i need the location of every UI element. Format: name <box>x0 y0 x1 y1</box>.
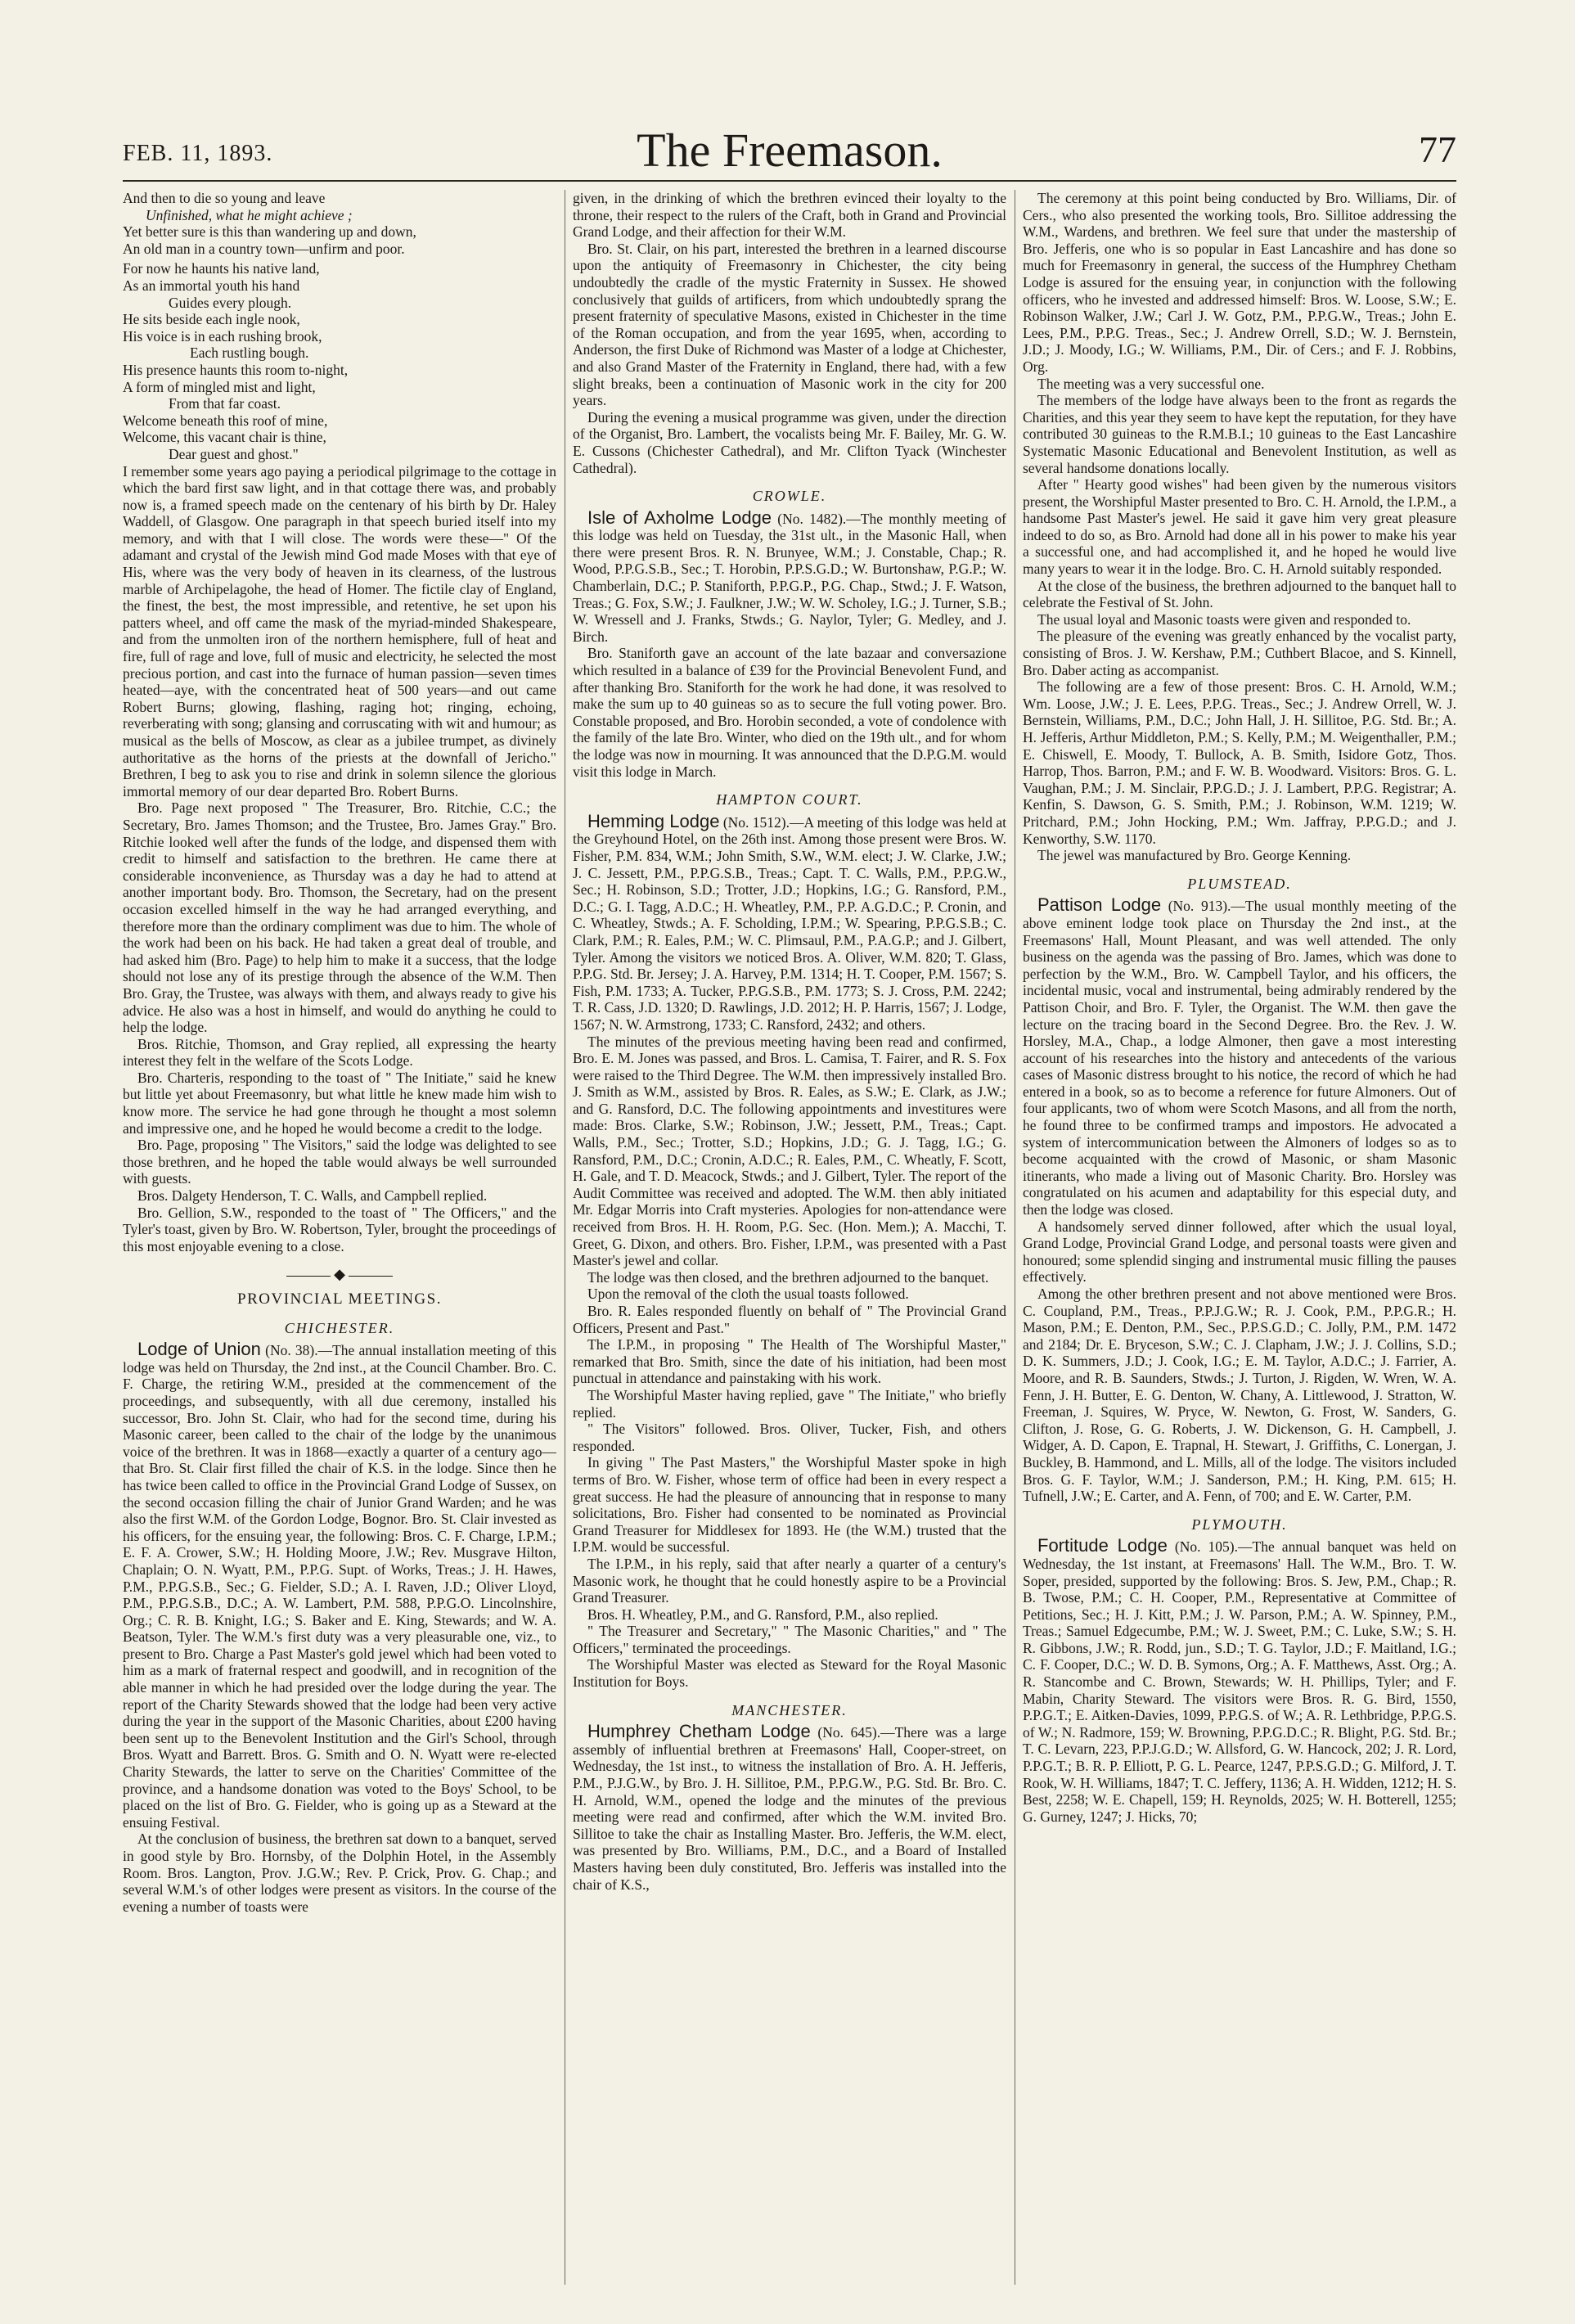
paragraph: The pleasure of the evening was greatly enhanced by the vocalist party, consisting of Bros. J. W. Kershaw, P.M.; Cuthbert Blacoe, and S. Kinnell, Bro. Daber acting as accompanist. <box>1023 628 1456 678</box>
paragraph: The members of the lodge have always been to the front as regards the Charities, and this year they seem to have kept the reputation, for they have contributed 30 guineas to the R.M.B.I.; 10 guineas to the East Lancashire Systematic Masonic Educational and Benevolent Institution, as well as several handsome donations locally. <box>1023 392 1456 476</box>
district-heading: CROWLE. <box>752 488 827 505</box>
paragraph: The usual loyal and Masonic toasts were given and responded to. <box>1037 610 1411 628</box>
paragraph: Bro. St. Clair, on his part, interested the brethren in a learned discourse upon the antiquity of Freemasonry in Chichester, the city being undoubtedly the cradle of the mystic Fraternity in Sussex. He showed conclusively that guilds of artificers, from which undoubtedly sprang the present fraternity of speculative Masons, existed in Chichester in the time of the Roman occupation, and from the year 1695, when, according to Anderson, the first Duke of Richmond was Master of a lodge at Chichester, and also Grand Master of the Fraternity in England, there had, with a few slight breaks, been a continuation of Masonic work in the city for 200 years. <box>573 240 1006 409</box>
verse-line: A form of mingled mist and light, <box>123 378 316 395</box>
page-number: 77 <box>1419 128 1456 170</box>
issue-date: FEB. 11, 1893. <box>123 141 273 166</box>
paragraph: After " Hearty good wishes" had been given by the numerous visitors present, the Worshipful Master presented to Bro. C. H. Arnold, the I.P.M., a handsome Past Master's jewel. He said it gave him very great pleasure indeed to do so, as Bro. Arnold had done all in his power to make his year a successful one, and had accomplished it, and he hoped he would live many years to wear it in the lodge. Bro. C. H. Arnold suitably responded. <box>1023 476 1456 578</box>
lodge-report <box>1023 1535 1456 1825</box>
paragraph: Upon the removal of the cloth the usual toasts followed. <box>587 1286 909 1303</box>
paragraph: The I.P.M., in his reply, said that after nearly a quarter of a century's Masonic work, he thought that he could honestly aspire to be a Provincial Grand Treasurer. <box>573 1555 1006 1606</box>
paragraph: Bro. Page next proposed " The Treasurer, Bro. Ritchie, C.C.; the Secretary, Bro. James Thomson; and the Trustee, Bro. James Gray." Bro. Ritchie looked well after the funds of the lodge, and dispensed them with credit to himself and satisfaction to the brethren. He came there at considerable inconvenience, as Thursday was a day he had to attend at another important body. Bro. Thomson, the Secretary, had on the present occasion excelled himself in the way he had arranged everything, and therefore more than the ordinary compliment was due to him. The whole of the work had been on his back. He had taken a great deal of trouble, and had asked him (Bro. Page) to help him to make it a success, that the lodge should not lose any of its prestige through the absence of the W.M. Then Bro. Gray, the Trustee, was always with them, and always ready to give his advice. He also was a host in himself, and would do anything he could to help the lodge. <box>123 799 556 1036</box>
paragraph: During the evening a musical programme was given, under the direction of the Organist, Bro. Lambert, the vocalists being Mr. F. Bailey, Mr. G. W. E. Cussons (Chichester Cathedral), and Mr. Clifton Tyack (Winchester Cathedral). <box>573 408 1006 476</box>
lodge-report <box>123 1341 556 1831</box>
verse-line: Each rustling bough. <box>190 345 309 362</box>
paragraph: I remember some years ago paying a periodical pilgrimage to the cottage in which the bard first saw light, and in that cottage there was, and probably now is, a framed speech made on the centenary of his birth by Dr. Haley Waddell, of Glasgow. One paragraph in that speech buried itself into my memory, and with that I will close. The words were these—" Of the adamant and crystal of the Jewish mind God made Moses with that eye of His, where was the very body of heaven in its clearness, of the lustrous marble of Archipelagohe, the head of Homer. The fictile clay of England, the finest, the best, the most impressible, and retentive, he set upon his patters wheel, and off came the mask of the myriad-minded Shakespeare, and from the unmolten iron of the northern hemisphere, full of heat and fire, full of rage and love, full of music and electricity, he selected the most precious portion, and cast into the furnace of human passion—seven times heated—aye, with the concentrated heat of 500 years—and out came Robert Burns; glowing, flashing, raging hot; ringing, echoing, reverberating with song; glansing and corruscating with wit and humour; as musical as the bells of Moscow, as clear as a jubilee trumpet, as divinely authoritative as the horns of the priests at the downfall of Jericho." Brethren, I beg to ask you to rise and drink in solemn silence the glorious immortal memory of our dear departed Bro. Robert Burns. <box>123 462 556 799</box>
paragraph: The lodge was then closed, and the brethren adjourned to the banquet. <box>587 1268 989 1286</box>
masthead-rule <box>123 180 1456 182</box>
lodge-name: Pattison Lodge <box>1037 894 1162 916</box>
lodge-report <box>573 810 1006 1034</box>
verse-line: Welcome, this vacant chair is thine, <box>123 429 326 446</box>
newspaper-title: The Freemason. <box>637 124 943 177</box>
lodge-name: Hemming Lodge <box>587 810 720 831</box>
lodge-report-text: (No. 1512).—A meeting of this lodge was held at the Greyhound Hotel, on the 26th inst. Among those present were Bros. W. Fisher, P.M. 834, W.M.; John Smith, S.W., W.M. elect; J. W. Clarke, J.W.; J. C. Jessett, P.M., P.P.G.S.B., Treas.; Capt. T. C. Walls, P.M., P.P.G.W., Sec.; H. Robinson, S.D.; Trotter, J.D.; Hopkins, I.G.; G. Ransford, P.M., D.C.; G. I. Tagg, A.D.C.; H. Wheatley, P.M., P.P. A.G.D.C.; P. Cronin, and C. Wheatley, Stwds.; A. F. Scholding, I.P.M.; W. Spearing, P.P.G.S.B.; C. Clark, P.M.; R. Eales, P.M.; W. C. Plimsaul, P.M., P.A.G.P.; and J. Gilbert, Tyler. Among the visitors we noticed Bros. A. Oliver, W.M. 820; T. Glass, P.P.G. Std. Br. Jersey; J. A. Harvey, P.M. 1314; H. T. Cooper, P.M. 1567; S. Fish, P.M. 1733; A. Tucker, P.P.G.S.B., P.M. 1773; S. J. Cross, P.M. 2242; T. R. Cass, J.D. 1320; D. Rawlings, J.D. 2012; H. P. Harris, 1567; J. Lodge, 1567; N. W. Armstrong, 1733; C. Ransford, 2432; and others. <box>573 813 1006 1033</box>
paragraph: At the close of the business, the brethren adjourned to the banquet hall to celebrate the Festival of St. John. <box>1023 577 1456 611</box>
paragraph: " The Visitors" followed. Bros. Oliver, Tucker, Fish, and others responded. <box>573 1421 1006 1454</box>
section-ornament: ◆ <box>123 1266 556 1283</box>
district-heading: PLUMSTEAD. <box>1187 875 1292 892</box>
column-3 <box>1023 190 1456 2285</box>
paragraph: A handsomely served dinner followed, after which the usual loyal, Grand Lodge, Provincial Grand Lodge, and personal toasts were given and honoured; some splendid singing and instrumental music filling the pauses effectively. <box>1023 1218 1456 1286</box>
poem <box>123 190 556 463</box>
verse-line: From that far coast. <box>169 395 281 412</box>
paragraph: Bro. R. Eales responded fluently on behalf of " The Provincial Grand Officers, Present and Past." <box>573 1303 1006 1336</box>
verse-line: For now he haunts his native land, <box>123 260 320 277</box>
lodge-report <box>1023 894 1456 1218</box>
lodge-name: Lodge of Union <box>137 1339 261 1360</box>
paragraph: Bros. Dalgety Henderson, T. C. Walls, and Campbell replied. <box>137 1187 488 1205</box>
paragraph: The jewel was manufactured by Bro. George Kenning. <box>1037 847 1352 864</box>
district-heading: PLYMOUTH. <box>1191 1516 1288 1533</box>
lodge-report <box>573 507 1006 646</box>
verse-line: Guides every plough. <box>169 294 292 311</box>
verse-line: Unfinished, what he might achieve ; <box>146 206 353 223</box>
paragraph: Bro. Charteris, responding to the toast of " The Initiate," said he knew but little yet about Freemasonry, but what little he knew made him wish to know more. The service he had gone through he thought a most solemn and impressive one, and he hoped he would become a credit to the lodge. <box>123 1069 556 1137</box>
verse-line: He sits beside each ingle nook, <box>123 311 300 328</box>
paragraph: Among the other brethren present and not above mentioned were Bros. C. Coupland, P.M., Treas., P.P.J.G.W.; R. J. Cook, P.M., P.P.G.R.; H. Mason, P.M.; E. Denton, P.M., Sec., P.P.S.G.D.; C. Jolly, P.M., P.M. 1472 and 2184; Dr. E. Bryceson, S.W.; C. J. Clapham, J.W.; J. J. Collins, S.D.; D. K. Summers, J.D.; J. Cook, I.G.; E. M. Taylor, A.D.C.; J. Farrier, A. Moore, and R. B. Saunders, Stwds.; J. Turton, J. Rigden, W. Wren, W. A. Fenn, J. H. Butter, E. G. Denton, W. Chany, A. Littlewood, J. Stratton, W. Freeman, J. Squires, W. Pryce, W. Newton, G. Frost, W. Sanders, G. Clifton, J. Rose, G. G. Roberts, J. W. Dickenson, G. H. Campbell, J. Widger, A. D. Capon, E. Trapnal, H. Stewart, J. Griffiths, C. Lonergan, J. Buckley, B. Hammond, and L. Mills, all of the lodge. The visitors included Bros. G. F. Taylor, W.M.; J. Sanderson, P.M.; H. King, P.M. 615; H. Tufnell, J.W.; E. Carter, and A. Fenn, of 700; and E. W. Carter, P.M. <box>1023 1286 1456 1505</box>
verse-line: Yet better sure is this than wandering up and down, <box>123 223 416 241</box>
verse-line: His voice is in each rushing brook, <box>123 327 322 345</box>
column-1 <box>123 190 556 2285</box>
verse-line: An old man in a country town—unfirm and poor. <box>123 240 405 257</box>
verse-line: Welcome beneath this roof of mine, <box>123 412 328 429</box>
paragraph: The ceremony at this point being conducted by Bro. Williams, Dir. of Cers., who also presented the working tools, Bro. Sillitoe addressing the W.M., Wardens, and brethren. We feel sure that under the mastership of Bro. Jefferis, one who is so popular in East Lancashire and has done so much for Freemasonry in general, the success of the Humphrey Chetham Lodge is assured for the ensuing year, in conjunction with the following officers, who he invested and addressed himself: Bros. W. Loose, S.W.; E. Robinson Walker, J.W.; Carl J. W. Gotz, P.M., P.P.G.W., Treas.; John E. Lees, P.M., P.P.G. Treas., Sec.; J. Andrew Orrell, S.D.; W. J. Bernstein, J.D.; J. Moody, I.G.; W. Williams, P.M., Dir. of Cers.; and F. J. Robbins, Org. <box>1023 190 1456 375</box>
district-heading: CHICHESTER. <box>284 1319 395 1336</box>
paragraph: The minutes of the previous meeting having been read and confirmed, Bro. E. M. Jones was passed, and Bros. L. Camisa, T. Fairer, and R. S. Fox were raised to the Third Degree. The W.M. then impressively installed Bro. J. Smith as W.M., assisted by Bros. R. Eales, as S.W.; E. Clark, as J.W.; and G. Ransford, D.C. The following appointments and investitures were made: Bros. Clarke, S.W.; Robinson, J.W.; Jessett, P.M., Treas.; Capt. Walls, P.M., Sec.; Trotter, S.D.; Hopkins, J.D.; G. J. Tagg, I.G.; G. Ransford, P.M., D.C.; Cronin, A.D.C.; R. Eales, P.M., C. Wheatly, F. Scott, H. Gale, and T. D. Meacock, Stwds.; and J. Gilbert, Tyler. The report of the Audit Committee was received and adopted. The W.M. then ably initiated Mr. Edgar Morris into Craft mysteries. Apologies for non-attendance were received from Bros. H. H. Room, P.G. Sec. (Hon. Mem.); A. Macchi, T. Greet, G. Dixon, and others. Bro. Fisher, I.P.M., was presented with a Past Master's jewel and collar. <box>573 1033 1006 1269</box>
district-heading: MANCHESTER. <box>731 1701 848 1718</box>
lodge-name: Isle of Axholme Lodge <box>587 507 772 528</box>
verse-line: Dear guest and ghost." <box>169 445 299 462</box>
paragraph: given, in the drinking of which the brethren evinced their loyalty to the throne, their respect to the rulers of the Craft, both in Grand and Provincial Grand Lodge, and their affection for their W.M. <box>573 190 1006 241</box>
lodge-report-text: (No. 645).—There was a large assembly of influential brethren at Freemasons' Hall, Cooper-street, on Wednesday, the 1st inst., to witness the installation of Bro. A. H. Jefferis, P.M., P.J.G.W., by Bro. J. H. Sillitoe, P.M., P.P.G.W., P.G. Std. Br. Bro. C. H. Arnold, W.M., opened the lodge and the minutes of the previous meeting were read and confirmed, after which the W.M. invited Bro. Sillitoe to take the chair as Installing Master. Bro. Jefferis, the W.M. elect, was presented by Bro. Williams, P.M., D.C., and a Board of Installed Masters having been duly constituted, Bro. Jefferis was installed into the chair of K.S., <box>573 1724 1006 1893</box>
verse-line: And then to die so young and leave <box>123 190 326 206</box>
section-heading: PROVINCIAL MEETINGS. <box>237 1290 442 1308</box>
verse-line: As an immortal youth his hand <box>123 277 300 294</box>
paragraph: " The Treasurer and Secretary," " The Masonic Charities," and " The Officers," terminated the proceedings. <box>573 1623 1006 1656</box>
paragraph: The I.P.M., in proposing " The Health of The Worshipful Master," remarked that Bro. Smith, since the date of his initiation, had been most punctual in attendance and painstaking with his work. <box>573 1336 1006 1387</box>
lodge-report-text: (No. 913).—The usual monthly meeting of the above eminent lodge took place on Thursday the 2nd inst., at the Freemasons' Hall, Mount Pleasant, and was well attended. The only business on the agenda was the passing of Bro. James, which was done to perfection by the W.M., Bro. W. Campbell Taylor, and his officers, the incidental music, vocal and instrumental, being admirably rendered by the Pattison Choir, and Bro. F. Tyler, the Organist. The W.M. then gave the lecture on the tracing board in the Second Degree. Bro. the Rev. J. W. Horsley, M.A., Chap., a lodge Almoner, then gave a most interesting account of his researches into the history and antecedents of the various cases of Masonic distress brought to his notice, the record of which he had entered in a book, so as to become a reference for future Almoners. Out of four applicants, two of whom were Scotch Masons, and all from the north, he found three to be confirmed tramps and impostors. He advocated a system of intercommunication between the Almoners of lodges so as to become acquainted with the crowd of Masonic, or sham Masonic itinerants, who made a living out of Masonic Charity. Bro. Horsley was congratulated on his acumen and adaptability for this especial duty, and then the lodge was closed. <box>1023 898 1456 1218</box>
paragraph: Bro. Staniforth gave an account of the late bazaar and conversazione which resulted in a balance of £39 for the Provincial Benevolent Fund, and after thanking Bro. Staniforth for the work he had done, it was resolved to make the sum up to 40 guineas so as to secure the full voting power. Bro. Constable proposed, and Bro. Horobin seconded, a vote of condolence with the family of the late Bro. Winter, who died on the 19th ult., and for whom the lodge was now in mourning. It was announced that the D.P.G.M. would visit this lodge in March. <box>573 645 1006 780</box>
paragraph: Bros. H. Wheatley, P.M., and G. Ransford, P.M., also replied. <box>587 1606 938 1623</box>
lodge-report-text: (No. 105).—The annual banquet was held on Wednesday, the 1st instant, at Freemasons' Hall. The W.M., Bro. T. W. Soper, presided, supported by the following: Bros. S. Jew, P.M., Chap.; R. B. Twose, P.M.; C. H. Cooper, P.M., Representative at Committee of Petitions, Sec.; H. J. Kitt, P.M.; J. W. Parson, P.M.; A. W. Spinney, P.M., Treas.; Samuel Edgecumbe, P.M.; W. J. Sweet, P.M.; C. Luke, S.W.; S. H. R. Gibbons, J.W.; R. Rodd, jun., S.D.; T. G. Taylor, J.D.; F. Maitland, I.G.; C. F. Cooper, D.C.; W. D. B. Symons, Org.; A. F. Matthews, Asst. Org.; A. R. Stancombe and C. Brown, Stewards; W. H. Phillips, Tyler; and F. Mabin, Charity Steward. The visitors were Bros. R. G. Bird, 1550, P.P.G.T.; E. Aitken-Davies, 1099, P.P.G.S. of W.; A. R. Lethbridge, P.P.G.S. of W.; N. Radmore, 159; W. Browning, P.P.G.D.C.; R. Blight, P.G. Std. Br.; T. C. Levarn, 223, P.P.J.G.D.; W. Allsford, G. W. Hancock, 202; J. R. Lord, P.P.G.T.; B. R. P. Elliott, P. G. L. Pearce, 1247, P.P.S.G.D.; G. Milford, J. T. Rook, W. H. Williams, 1847; T. C. Jeffery, 1136; A. H. Widden, 1212; H. S. Best, 2258; W. E. Chapell, 159; H. Reynolds, 2025; W. H. Botterell, 1255; G. Gurney, 1247; J. Hicks, 70; <box>1023 1538 1456 1825</box>
lodge-name: Humphrey Chetham Lodge <box>587 1721 811 1742</box>
lodge-name: Fortitude Lodge <box>1037 1535 1168 1556</box>
lodge-report-text: (No. 38).—The annual installation meeting of this lodge was held on Thursday, the 2nd inst., at the Council Chamber. Bro. C. F. Charge, the retiring W.M., presided at the commencement of the proceedings, and subsequently, with all due ceremony, installed his successor, Bro. John St. Clair, who had for the second time, during his Masonic career, been called to the chair of the lodge by the unanimous voice of the brethren. It was in 1868—exactly a quarter of a century ago—that Bro. St. Clair first filled the chair of K.S. in the lodge. Since then he has twice been called to office in the Provincial Grand Lodge of Sussex, on the second occasion filling the chair of Junior Grand Warden; and he was also the first W.M. of the Gordon Lodge, Bognor. Bro. St. Clair invested as his officers, for the ensuing year, the following: Bros. C. F. Charge, I.P.M.; E. F. A. Crower, S.W.; H. Holding Moore, J.W.; Rev. Musgrave Hilton, Chaplain; O. N. Wyatt, P.M., P.P.G. Supt. of Works, Treas.; J. H. Hawes, P.M., P.P.G.S.B., Sec.; G. Fielder, S.D.; A. I. Raven, J.D.; Oliver Lloyd, P.M., P.P.G.S.B., D.C.; A. W. Lambert, P.M. 588, P.P.G.O. Lincolnshire, Org.; C. R. B. Knight, I.G.; S. Baker and E. King, Stewards; and W. A. Beatson, Tyler. The W.M.'s first duty was a very pleasurable one, viz., to present to Bro. Charge a Past Master's gold jewel which had been voted to him as a mark of fraternal respect and goodwill, and in recognition of the able manner in which he had presided over the lodge during the year. The report of the Charity Stewards showed that the lodge had been very active during the year in the support of the Masonic Charities, about £200 having been sent up to the Benevolent Institution and the Girl's School, through Bros. Wyatt and Barrett. Bros. G. Smith and O. N. Wyatt were re-elected Charity Stewards, the latter to serve on the Charities' Committee of the province, and a handsome donation was voted to the Boys' School, to be placed on the list of Bro. G. Fielder, who is going up as a Steward at the ensuing Festival. <box>123 1342 556 1831</box>
verse-line: His presence haunts this room to-night, <box>123 361 349 378</box>
column-2 <box>573 190 1006 2285</box>
paragraph: The Worshipful Master was elected as Steward for the Royal Masonic Institution for Boys. <box>573 1656 1006 1691</box>
lodge-report <box>573 1723 1006 1893</box>
district-heading: HAMPTON COURT. <box>716 791 863 808</box>
paragraph: Bro. Page, proposing " The Visitors," said the lodge was delighted to see those brethren, and he hoped the table would always be well surrounded with guests. <box>123 1137 556 1187</box>
paragraph: Bro. Gellion, S.W., responded to the toast of " The Officers," and the Tyler's toast, given by Bro. W. Robertson, Tyler, brought the proceedings of this most enjoyable evening to a close. <box>123 1204 556 1254</box>
paragraph: In giving " The Past Masters," the Worshipful Master spoke in high terms of Bro. W. Fisher, whose term of office had been in every respect a great success. He had the pleasure of announcing that in response to many solicitations, Bro. Fisher had consented to be nominated as Provincial Grand Treasurer for Middlesex for 1893. He (the W.M.) trusted that the I.P.M. would be successful. <box>573 1454 1006 1556</box>
paragraph: Bros. Ritchie, Thomson, and Gray replied, all expressing the hearty interest they felt in the welfare of the Scots Lodge. <box>123 1035 556 1070</box>
lodge-report-text: (No. 1482).—The monthly meeting of this lodge was held on Tuesday, the 31st ult., in the Masonic Hall, when there were present Bros. R. N. Brunyee, W.M.; J. Constable, Chap.; R. Wood, P.P.G.S.B., Sec.; T. Horobin, P.P.S.G.D.; W. Burtonshaw, P.G.P.; W. Chamberlain, D.C.; P. Staniforth, P.P.G.P., P.G. Chap., Stwd.; J. F. Watson, Treas.; G. Fox, S.W.; J. Faulkner, J.W.; W. W. Scholey, I.G.; J. Turner, S.B.; W. Wressell and J. Franks, Stwds.; G. Naylor, Tyler; G. Medley, and J. Birch. <box>573 510 1006 645</box>
masthead <box>123 123 1456 188</box>
paragraph: The meeting was a very successful one. <box>1037 375 1265 392</box>
paragraph: At the conclusion of business, the brethren sat down to a banquet, served in good style by Bro. Hornsby, of the Dolphin Hotel, in the Assembly Room. Bros. Langton, Prov. J.G.W.; Rev. P. Crick, Prov. G. Chap.; and several W.M.'s of other lodges were present as visitors. In the course of the evening a number of toasts were <box>123 1831 556 1915</box>
paragraph: The following are a few of those present: Bros. C. H. Arnold, W.M.; Wm. Loose, J.W.; J. E. Lees, P.P.G. Treas., Sec.; J. Andrew Orrell, W. J. Bernstein, Williams, P.M., D.C.; John Hall, J. H. Sillitoe, P.G. Std. Br.; A. H. Jefferis, Arthur Middleton, P.M.; S. Kelly, P.M.; M. Weigenthaller, P.M.; E. Chiswell, E. Moody, T. Bullock, A. B. Smith, Isidore Gotz, Thos. Harrop, Thos. Barron, P.M.; and F. W. B. Woodward. Visitors: Bros. G. L. Vaughan, P.M.; J. M. Sinclair, P.P.G.D.; J. J. Lambert, P.P.G. Registrar; A. Kenfin, S. Dawson, G. S. Smith, P.M.; J. Robinson, W.M. 1219; W. Pritchard, P.M.; John Hocking, P.M.; Wm. Jaffray, P.P.G.D.; and J. Kenworthy, S.W. 1170. <box>1023 678 1456 847</box>
paragraph: The Worshipful Master having replied, gave " The Initiate," who briefly replied. <box>573 1386 1006 1421</box>
